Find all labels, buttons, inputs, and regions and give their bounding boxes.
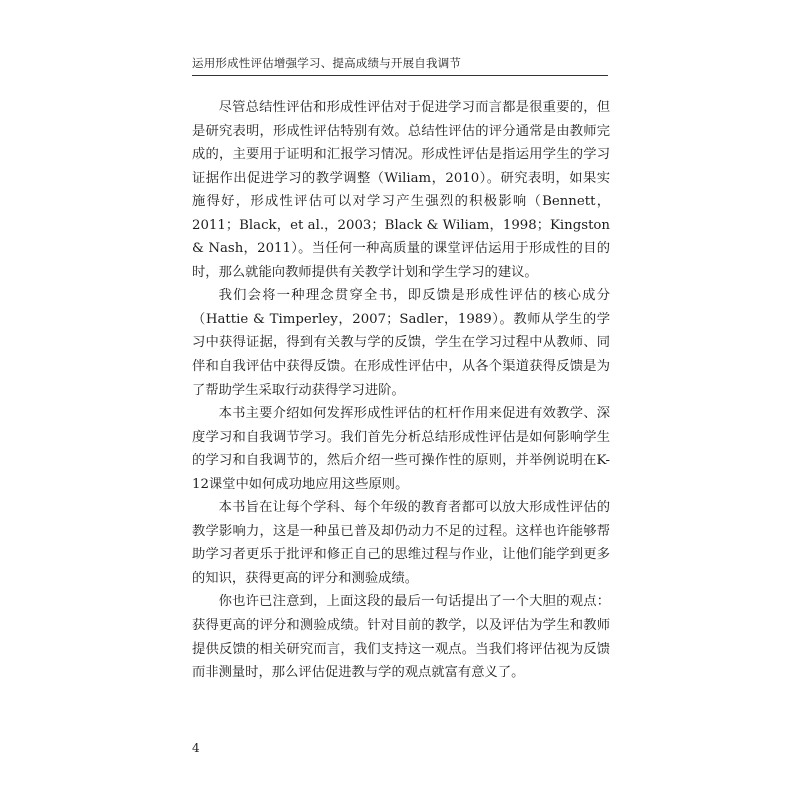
running-header	[192, 55, 612, 77]
paragraph: 我们会将一种理念贯穿全书，即反馈是形成性评估的核心成分（Hattie & Timperley，2007；Sadler，1989）。教师从学生的学习中获得证据，得到有关教与学的反馈，学生在学习过程中从教师、同伴和自我评估中获得反馈。在形成性评估中，从各个渠道获得反馈是为了帮助学生采取行动获得学习进阶。	[192, 288, 610, 398]
header-rule	[192, 75, 608, 76]
paragraph: 本书主要介绍如何发挥形成性评估的杠杆作用来促进有效教学、深度学习和自我调节学习。我们首先分析总结形成性评估是如何影响学生的学习和自我调节的，然后介绍一些可操作性的原则，并举例说明在K-12课堂中如何成功地应用这些原则。	[192, 406, 610, 492]
body-text	[192, 96, 610, 685]
paragraph: 本书旨在让每个学科、每个年级的教育者都可以放大形成性评估的教学影响力，这是一种虽已普及却仍动力不足的过程。这样也许能够帮助学习者更乐于批评和修正自己的思维过程与作业，让他们能学到更多的知识，获得更高的评分和测验成绩。	[192, 500, 610, 586]
paragraph: 你也许已注意到，上面这段的最后一句话提出了一个大胆的观点：获得更高的评分和测验成绩。针对目前的教学，以及评估为学生和教师提供反馈的相关研究而言，我们支持这一观点。当我们将评估视为反馈而非测量时，那么评估促进教与学的观点就富有意义了。	[192, 594, 610, 681]
page-number: 4	[192, 741, 200, 755]
paragraph: 尽管总结性评估和形成性评估对于促进学习而言都是很重要的，但是研究表明，形成性评估特别有效。总结性评估的评分通常是由教师完成的，主要用于证明和汇报学习情况。形成性评估是指运用学生的学习证据作出促进学习的教学调整（Wiliam，2010）。研究表明，如果实施得好，形成性评估可以对学习产生强烈的积极影响（Bennett，2011；Black，et al.，2003；Black & Wiliam，1998；Kingston & Nash，2011）。当任何一种高质量的课堂评估运用于形成性的目的时，那么就能向教师提供有关教学计划和学生学习的建议。	[192, 100, 610, 280]
running-header-title: 运用形成性评估增强学习、提高成绩与开展自我调节	[192, 56, 462, 70]
